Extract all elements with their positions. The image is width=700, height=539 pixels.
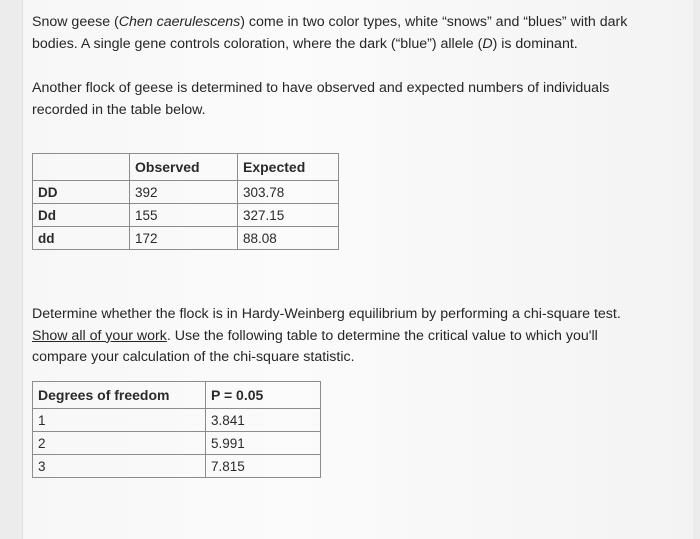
- expected-cell: 327.15: [238, 204, 339, 227]
- header-cell-expected: Expected: [238, 154, 339, 181]
- table-row: [33, 181, 339, 204]
- table-row: [33, 409, 321, 432]
- table-header-row: [33, 382, 321, 409]
- expected-cell: 88.08: [238, 227, 339, 250]
- genotype-cell: Dd: [33, 204, 130, 227]
- critical-value-cell: 7.815: [206, 455, 321, 478]
- header-cell-df: Degrees of freedom: [33, 382, 206, 409]
- intro-text-3: ) is dominant.: [492, 35, 578, 52]
- observed-cell: 155: [130, 204, 238, 227]
- show-work-emphasis: Show all of your work: [32, 327, 167, 344]
- table-header-row: [33, 154, 339, 181]
- genotype-table: [32, 153, 339, 250]
- genotype-cell: dd: [33, 227, 130, 250]
- instructions-text-2: . Use the following table to determine the critical value to which you'll compare your calculation of the chi-square statistic.: [32, 327, 598, 365]
- instructions-paragraph: [32, 304, 652, 369]
- header-cell-p: P = 0.05: [206, 382, 321, 409]
- table-row: [33, 455, 321, 478]
- observed-cell: 172: [130, 227, 238, 250]
- instructions-text-1: Determine whether the flock is in Hardy-Weinberg equilibrium by performing a chi-square test.: [32, 306, 621, 322]
- header-cell-genotype: [33, 154, 130, 181]
- df-cell: 2: [33, 432, 206, 455]
- df-cell: 3: [33, 455, 206, 478]
- genotype-cell: DD: [33, 181, 130, 204]
- allele-symbol: D: [482, 35, 493, 52]
- intro-text-1: Snow geese (: [32, 14, 119, 30]
- critical-value-cell: 5.991: [206, 432, 321, 455]
- critical-value-cell: 3.841: [206, 409, 321, 432]
- observed-cell: 392: [130, 181, 238, 204]
- table-row: [33, 227, 339, 250]
- table-row: [33, 432, 321, 455]
- table-row: [33, 204, 339, 227]
- species-name: Chen caerulescens: [118, 14, 241, 30]
- flock-paragraph: Another flock of geese is determined to have observed and expected numbers of individuals recorded in the table below.: [32, 80, 610, 118]
- intro-text-2: ) come in two color types, white “snows” and “blues” with dark bodies. A single gene controls coloration, where the dark (“blue”) allele (: [32, 14, 628, 52]
- intro-paragraph: [32, 12, 652, 55]
- df-cell: 1: [33, 409, 206, 432]
- expected-cell: 303.78: [238, 181, 339, 204]
- header-cell-observed: Observed: [130, 154, 238, 181]
- critical-value-table: [32, 381, 321, 478]
